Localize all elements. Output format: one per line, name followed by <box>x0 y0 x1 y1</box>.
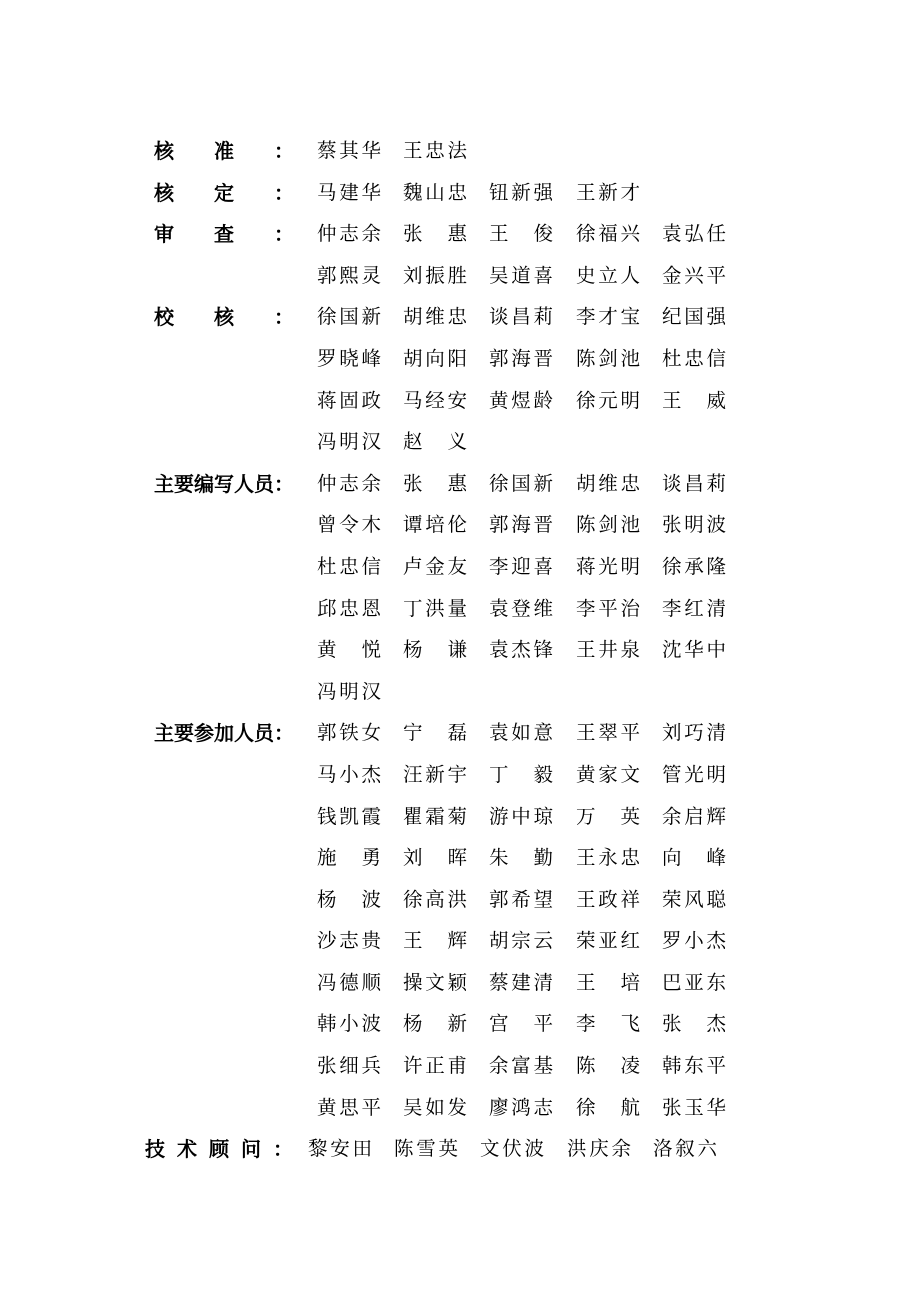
person-name: 汪新宇 <box>403 762 467 786</box>
person-name: 丁洪量 <box>403 596 467 620</box>
credit-line <box>0 379 920 421</box>
person-name: 王永忠 <box>576 846 640 870</box>
credit-line <box>0 1044 920 1086</box>
credit-section <box>0 462 920 712</box>
person-name: 钱凯霞 <box>317 804 381 828</box>
person-name: 曾令木 <box>317 513 381 537</box>
person-name: 徐国新 <box>317 305 381 329</box>
person-name: 袁弘任 <box>662 222 726 246</box>
role-label: 核准： <box>154 139 294 163</box>
credit-line <box>0 254 920 296</box>
credit-line <box>0 670 920 712</box>
person-name: 史立人 <box>576 263 640 287</box>
person-name: 操文颖 <box>403 970 467 994</box>
person-name: 王忠法 <box>403 139 467 162</box>
person-name: 王政祥 <box>576 887 640 911</box>
person-name: 韩东平 <box>662 1054 726 1078</box>
role-label: 校核： <box>154 305 294 330</box>
person-name: 胡维忠 <box>403 305 467 329</box>
person-name: 金兴平 <box>662 263 726 287</box>
person-name: 徐高洪 <box>403 887 467 911</box>
credit-line <box>0 171 920 213</box>
credit-line <box>0 836 920 878</box>
person-name: 谈昌莉 <box>662 471 726 495</box>
person-name: 李迎喜 <box>489 554 553 578</box>
role-label: 主要参加人员： <box>154 721 294 746</box>
person-name: 陈雪英 <box>394 1137 458 1161</box>
credit-line <box>0 420 920 462</box>
person-name: 冯明汉 <box>317 430 381 454</box>
person-name: 马小杰 <box>317 762 381 786</box>
role-label: 技术顾问： <box>145 1137 293 1162</box>
person-name: 冯明汉 <box>317 679 381 703</box>
credit-line <box>0 919 920 961</box>
person-name: 杨波 <box>317 887 381 911</box>
person-name: 徐国新 <box>489 471 553 495</box>
person-name: 徐航 <box>576 1095 640 1119</box>
credit-line <box>0 295 920 337</box>
person-name: 谈昌莉 <box>489 305 553 329</box>
person-name: 万英 <box>576 804 640 828</box>
credit-line <box>0 628 920 670</box>
person-name: 荣风聪 <box>662 887 726 911</box>
person-name: 宫平 <box>489 1012 553 1036</box>
person-name: 张玉华 <box>662 1095 726 1119</box>
person-name: 罗晓峰 <box>317 346 381 370</box>
credit-line <box>0 1127 920 1169</box>
person-name: 蔡其华 <box>317 139 381 162</box>
person-name: 徐元明 <box>576 388 640 412</box>
person-name: 王井泉 <box>576 638 640 662</box>
person-name: 王新才 <box>576 180 640 204</box>
role-label: 核定： <box>154 180 294 205</box>
credit-line <box>0 212 920 254</box>
person-name: 黎安田 <box>308 1137 372 1161</box>
person-name: 余富基 <box>489 1054 553 1078</box>
credit-section <box>0 212 920 295</box>
person-name: 巴亚东 <box>662 970 726 994</box>
person-name: 王威 <box>662 388 726 412</box>
person-name: 赵义 <box>403 430 467 454</box>
person-name: 仲志余 <box>317 471 381 495</box>
person-name: 胡宗云 <box>489 929 553 953</box>
person-name: 韩小波 <box>317 1012 381 1036</box>
person-name: 李才宝 <box>576 305 640 329</box>
person-name: 郭希望 <box>489 887 553 911</box>
person-name: 洪庆余 <box>567 1137 631 1161</box>
person-name: 郭铁女 <box>317 721 381 745</box>
person-name: 向峰 <box>662 846 726 870</box>
role-label: 审查： <box>154 222 294 247</box>
credit-line <box>0 587 920 629</box>
person-name: 施勇 <box>317 846 381 870</box>
person-name: 杜忠信 <box>662 346 726 370</box>
person-name: 袁杰锋 <box>489 638 553 662</box>
person-name: 蒋固政 <box>317 388 381 412</box>
credit-line <box>0 795 920 837</box>
credit-line <box>0 711 920 753</box>
credits-list <box>0 129 920 1169</box>
credit-line <box>0 545 920 587</box>
person-name: 刘振胜 <box>403 263 467 287</box>
person-name: 黄思平 <box>317 1095 381 1119</box>
person-name: 张惠 <box>403 222 467 246</box>
person-name: 游中琼 <box>489 804 553 828</box>
person-name: 瞿霜菊 <box>403 804 467 828</box>
person-name: 王辉 <box>403 929 467 953</box>
person-name: 卢金友 <box>403 554 467 578</box>
credit-line <box>0 878 920 920</box>
credit-line <box>0 462 920 504</box>
person-name: 王培 <box>576 970 640 994</box>
person-name: 黄煜龄 <box>489 388 553 412</box>
person-name: 张明波 <box>662 513 726 537</box>
person-name: 宁磊 <box>403 721 467 745</box>
person-name: 管光明 <box>662 762 726 786</box>
person-name: 黄悦 <box>317 638 381 662</box>
person-name: 郭熙灵 <box>317 263 381 287</box>
person-name: 魏山忠 <box>403 180 467 204</box>
credit-line <box>0 1086 920 1128</box>
person-name: 罗小杰 <box>662 929 726 953</box>
person-name: 李平治 <box>576 596 640 620</box>
person-name: 张惠 <box>403 471 467 495</box>
credit-line <box>0 337 920 379</box>
credit-line <box>0 961 920 1003</box>
person-name: 马经安 <box>403 388 467 412</box>
person-name: 许正甫 <box>403 1054 467 1078</box>
person-name: 袁登维 <box>489 596 553 620</box>
credit-line <box>0 503 920 545</box>
credit-line <box>0 753 920 795</box>
person-name: 荣亚红 <box>576 929 640 953</box>
credit-line <box>0 129 920 171</box>
person-name: 黄家文 <box>576 762 640 786</box>
person-name: 朱勤 <box>489 846 553 870</box>
person-name: 文伏波 <box>480 1137 544 1161</box>
person-name: 钮新强 <box>489 180 553 204</box>
person-name: 余启辉 <box>662 804 726 828</box>
person-name: 郭海晋 <box>489 513 553 537</box>
person-name: 张杰 <box>662 1012 726 1036</box>
person-name: 胡维忠 <box>576 471 640 495</box>
person-name: 刘晖 <box>403 846 467 870</box>
person-name: 邱忠恩 <box>317 596 381 620</box>
person-name: 张细兵 <box>317 1054 381 1078</box>
person-name: 陈凌 <box>576 1054 640 1078</box>
person-name: 杨谦 <box>403 638 467 662</box>
person-name: 沙志贵 <box>317 929 381 953</box>
person-name: 胡向阳 <box>403 346 467 370</box>
credit-section <box>0 1127 920 1169</box>
person-name: 王俊 <box>489 222 553 246</box>
person-name: 徐福兴 <box>576 222 640 246</box>
person-name: 谭培伦 <box>403 513 467 537</box>
person-name: 沈华中 <box>662 638 726 662</box>
person-name: 郭海晋 <box>489 346 553 370</box>
person-name: 廖鸿志 <box>489 1095 553 1119</box>
person-name: 陈剑池 <box>576 513 640 537</box>
person-name: 冯德顺 <box>317 970 381 994</box>
person-name: 马建华 <box>317 180 381 204</box>
person-name: 纪国强 <box>662 305 726 329</box>
credit-section <box>0 171 920 213</box>
person-name: 陈剑池 <box>576 346 640 370</box>
credit-section <box>0 295 920 461</box>
credit-section <box>0 711 920 1127</box>
person-name: 丁毅 <box>489 762 553 786</box>
person-name: 蔡建清 <box>489 970 553 994</box>
person-name: 徐承隆 <box>662 554 726 578</box>
person-name: 杨新 <box>403 1012 467 1036</box>
person-name: 吴如发 <box>403 1095 467 1119</box>
credit-line <box>0 1002 920 1044</box>
person-name: 袁如意 <box>489 721 553 745</box>
person-name: 洛叙六 <box>653 1137 717 1161</box>
person-name: 刘巧清 <box>662 721 726 745</box>
person-name: 李红清 <box>662 596 726 620</box>
person-name: 蒋光明 <box>576 554 640 578</box>
person-name: 王翠平 <box>576 721 640 745</box>
person-name: 仲志余 <box>317 222 381 246</box>
person-name: 李飞 <box>576 1012 640 1036</box>
person-name: 杜忠信 <box>317 554 381 578</box>
person-name: 吴道喜 <box>489 263 553 287</box>
credit-section <box>0 129 920 171</box>
role-label: 主要编写人员： <box>154 471 294 496</box>
